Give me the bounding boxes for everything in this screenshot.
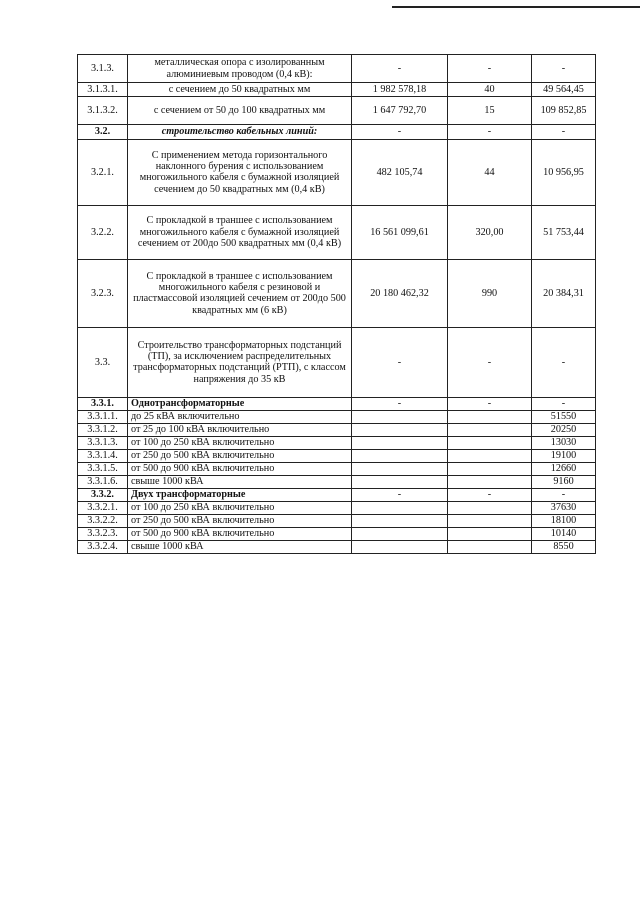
table-row (78, 259, 596, 327)
row-number: 3.2. (78, 125, 128, 139)
row-cost (352, 514, 448, 527)
row-quantity (448, 514, 532, 527)
table-row (78, 488, 596, 501)
row-quantity: 15 (448, 97, 532, 125)
row-cost: - (352, 55, 448, 83)
row-rate: 12660 (532, 462, 596, 475)
row-cost (352, 501, 448, 514)
row-cost (352, 527, 448, 540)
row-cost: 16 561 099,61 (352, 205, 448, 259)
row-number: 3.3.1.3. (78, 436, 128, 449)
row-rate: 18100 (532, 514, 596, 527)
row-description: С прокладкой в траншее с использованием многожильного кабеля с бумажной изоляцией сечением от 200до 500 квадратных мм (0,4 кВ) (128, 205, 352, 259)
row-rate: 51 753,44 (532, 205, 596, 259)
row-rate: 9160 (532, 475, 596, 488)
row-description: от 500 до 900 кВА включительно (128, 527, 352, 540)
row-number: 3.3.2. (78, 488, 128, 501)
row-quantity (448, 540, 532, 553)
row-number: 3.2.1. (78, 139, 128, 205)
row-number: 3.1.3.2. (78, 97, 128, 125)
table-row (78, 540, 596, 553)
row-cost: 20 180 462,32 (352, 259, 448, 327)
table-row (78, 410, 596, 423)
row-cost (352, 462, 448, 475)
row-description: от 100 до 250 кВА включительно (128, 501, 352, 514)
table-row (78, 327, 596, 397)
row-number: 3.3.2.1. (78, 501, 128, 514)
row-description: до 25 кВА включительно (128, 410, 352, 423)
table-row (78, 475, 596, 488)
table-row (78, 514, 596, 527)
row-description: Двух трансформаторные (128, 488, 352, 501)
row-quantity (448, 410, 532, 423)
row-cost (352, 436, 448, 449)
row-quantity (448, 436, 532, 449)
row-cost: 482 105,74 (352, 139, 448, 205)
table-row (78, 462, 596, 475)
row-number: 3.1.3.1. (78, 83, 128, 97)
row-description: Строительство трансформаторных подстанций (ТП), за исключением распределительных трансформаторных подстанций (РТП), с классом напряжения до 35 кВ (128, 327, 352, 397)
row-rate: 51550 (532, 410, 596, 423)
table-row (78, 125, 596, 139)
table-row (78, 97, 596, 125)
row-description: С прокладкой в траншее с использованием многожильного кабеля с резиновой и пластмассовой изоляцией сечением от 200до 500 квадратных мм (6 кВ) (128, 259, 352, 327)
table-row (78, 397, 596, 410)
scan-edge-line (392, 6, 640, 8)
row-description: от 250 до 500 кВА включительно (128, 449, 352, 462)
row-description: с сечением до 50 квадратных мм (128, 83, 352, 97)
row-number: 3.3.1.6. (78, 475, 128, 488)
row-description: строительство кабельных линий: (128, 125, 352, 139)
table-row (78, 83, 596, 97)
row-description: от 100 до 250 кВА включительно (128, 436, 352, 449)
row-quantity (448, 527, 532, 540)
row-rate: 37630 (532, 501, 596, 514)
row-number: 3.3.2.3. (78, 527, 128, 540)
table-row (78, 527, 596, 540)
row-rate: - (532, 125, 596, 139)
row-description: от 25 до 100 кВА включительно (128, 423, 352, 436)
row-rate: - (532, 488, 596, 501)
row-description: С применением метода горизонтального наклонного бурения с использованием многожильного кабеля с бумажной изоляцией сечением до 50 квадратных мм (0,4 кВ) (128, 139, 352, 205)
row-description: от 500 до 900 кВА включительно (128, 462, 352, 475)
row-description: с сечением от 50 до 100 квадратных мм (128, 97, 352, 125)
row-cost (352, 475, 448, 488)
row-quantity: - (448, 397, 532, 410)
row-quantity: - (448, 327, 532, 397)
row-rate: 19100 (532, 449, 596, 462)
row-rate: - (532, 55, 596, 83)
row-quantity: 990 (448, 259, 532, 327)
row-cost: 1 982 578,18 (352, 83, 448, 97)
row-cost: - (352, 125, 448, 139)
row-rate: 10140 (532, 527, 596, 540)
row-quantity: 320,00 (448, 205, 532, 259)
row-number: 3.3.1.5. (78, 462, 128, 475)
row-quantity (448, 462, 532, 475)
table-row (78, 501, 596, 514)
tariff-table (77, 54, 596, 554)
row-cost: - (352, 397, 448, 410)
row-rate: 109 852,85 (532, 97, 596, 125)
row-number: 3.2.2. (78, 205, 128, 259)
row-cost: - (352, 327, 448, 397)
row-rate: 13030 (532, 436, 596, 449)
row-cost (352, 423, 448, 436)
row-rate: - (532, 327, 596, 397)
table-row (78, 139, 596, 205)
table-row (78, 423, 596, 436)
row-quantity: 44 (448, 139, 532, 205)
table-row (78, 205, 596, 259)
row-rate: 49 564,45 (532, 83, 596, 97)
row-quantity: 40 (448, 83, 532, 97)
row-cost: 1 647 792,70 (352, 97, 448, 125)
row-description: металлическая опора с изолированным алюминиевым проводом (0,4 кВ): (128, 55, 352, 83)
row-number: 3.3.2.2. (78, 514, 128, 527)
row-cost (352, 410, 448, 423)
row-number: 3.3.1.2. (78, 423, 128, 436)
row-rate: 10 956,95 (532, 139, 596, 205)
row-description: Однотрансформаторные (128, 397, 352, 410)
row-quantity (448, 475, 532, 488)
row-rate: 8550 (532, 540, 596, 553)
row-description: свыше 1000 кВА (128, 540, 352, 553)
row-quantity: - (448, 125, 532, 139)
row-quantity (448, 501, 532, 514)
row-number: 3.3.1.1. (78, 410, 128, 423)
row-cost (352, 449, 448, 462)
row-number: 3.3. (78, 327, 128, 397)
row-number: 3.3.1.4. (78, 449, 128, 462)
row-number: 3.3.2.4. (78, 540, 128, 553)
row-quantity (448, 423, 532, 436)
table-row (78, 55, 596, 83)
table-row (78, 436, 596, 449)
row-description: от 250 до 500 кВА включительно (128, 514, 352, 527)
row-number: 3.1.3. (78, 55, 128, 83)
row-quantity: - (448, 55, 532, 83)
row-number: 3.2.3. (78, 259, 128, 327)
row-quantity: - (448, 488, 532, 501)
row-cost: - (352, 488, 448, 501)
row-quantity (448, 449, 532, 462)
row-rate: 20250 (532, 423, 596, 436)
table-row (78, 449, 596, 462)
row-number: 3.3.1. (78, 397, 128, 410)
row-description: свыше 1000 кВА (128, 475, 352, 488)
row-cost (352, 540, 448, 553)
row-rate: 20 384,31 (532, 259, 596, 327)
row-rate: - (532, 397, 596, 410)
